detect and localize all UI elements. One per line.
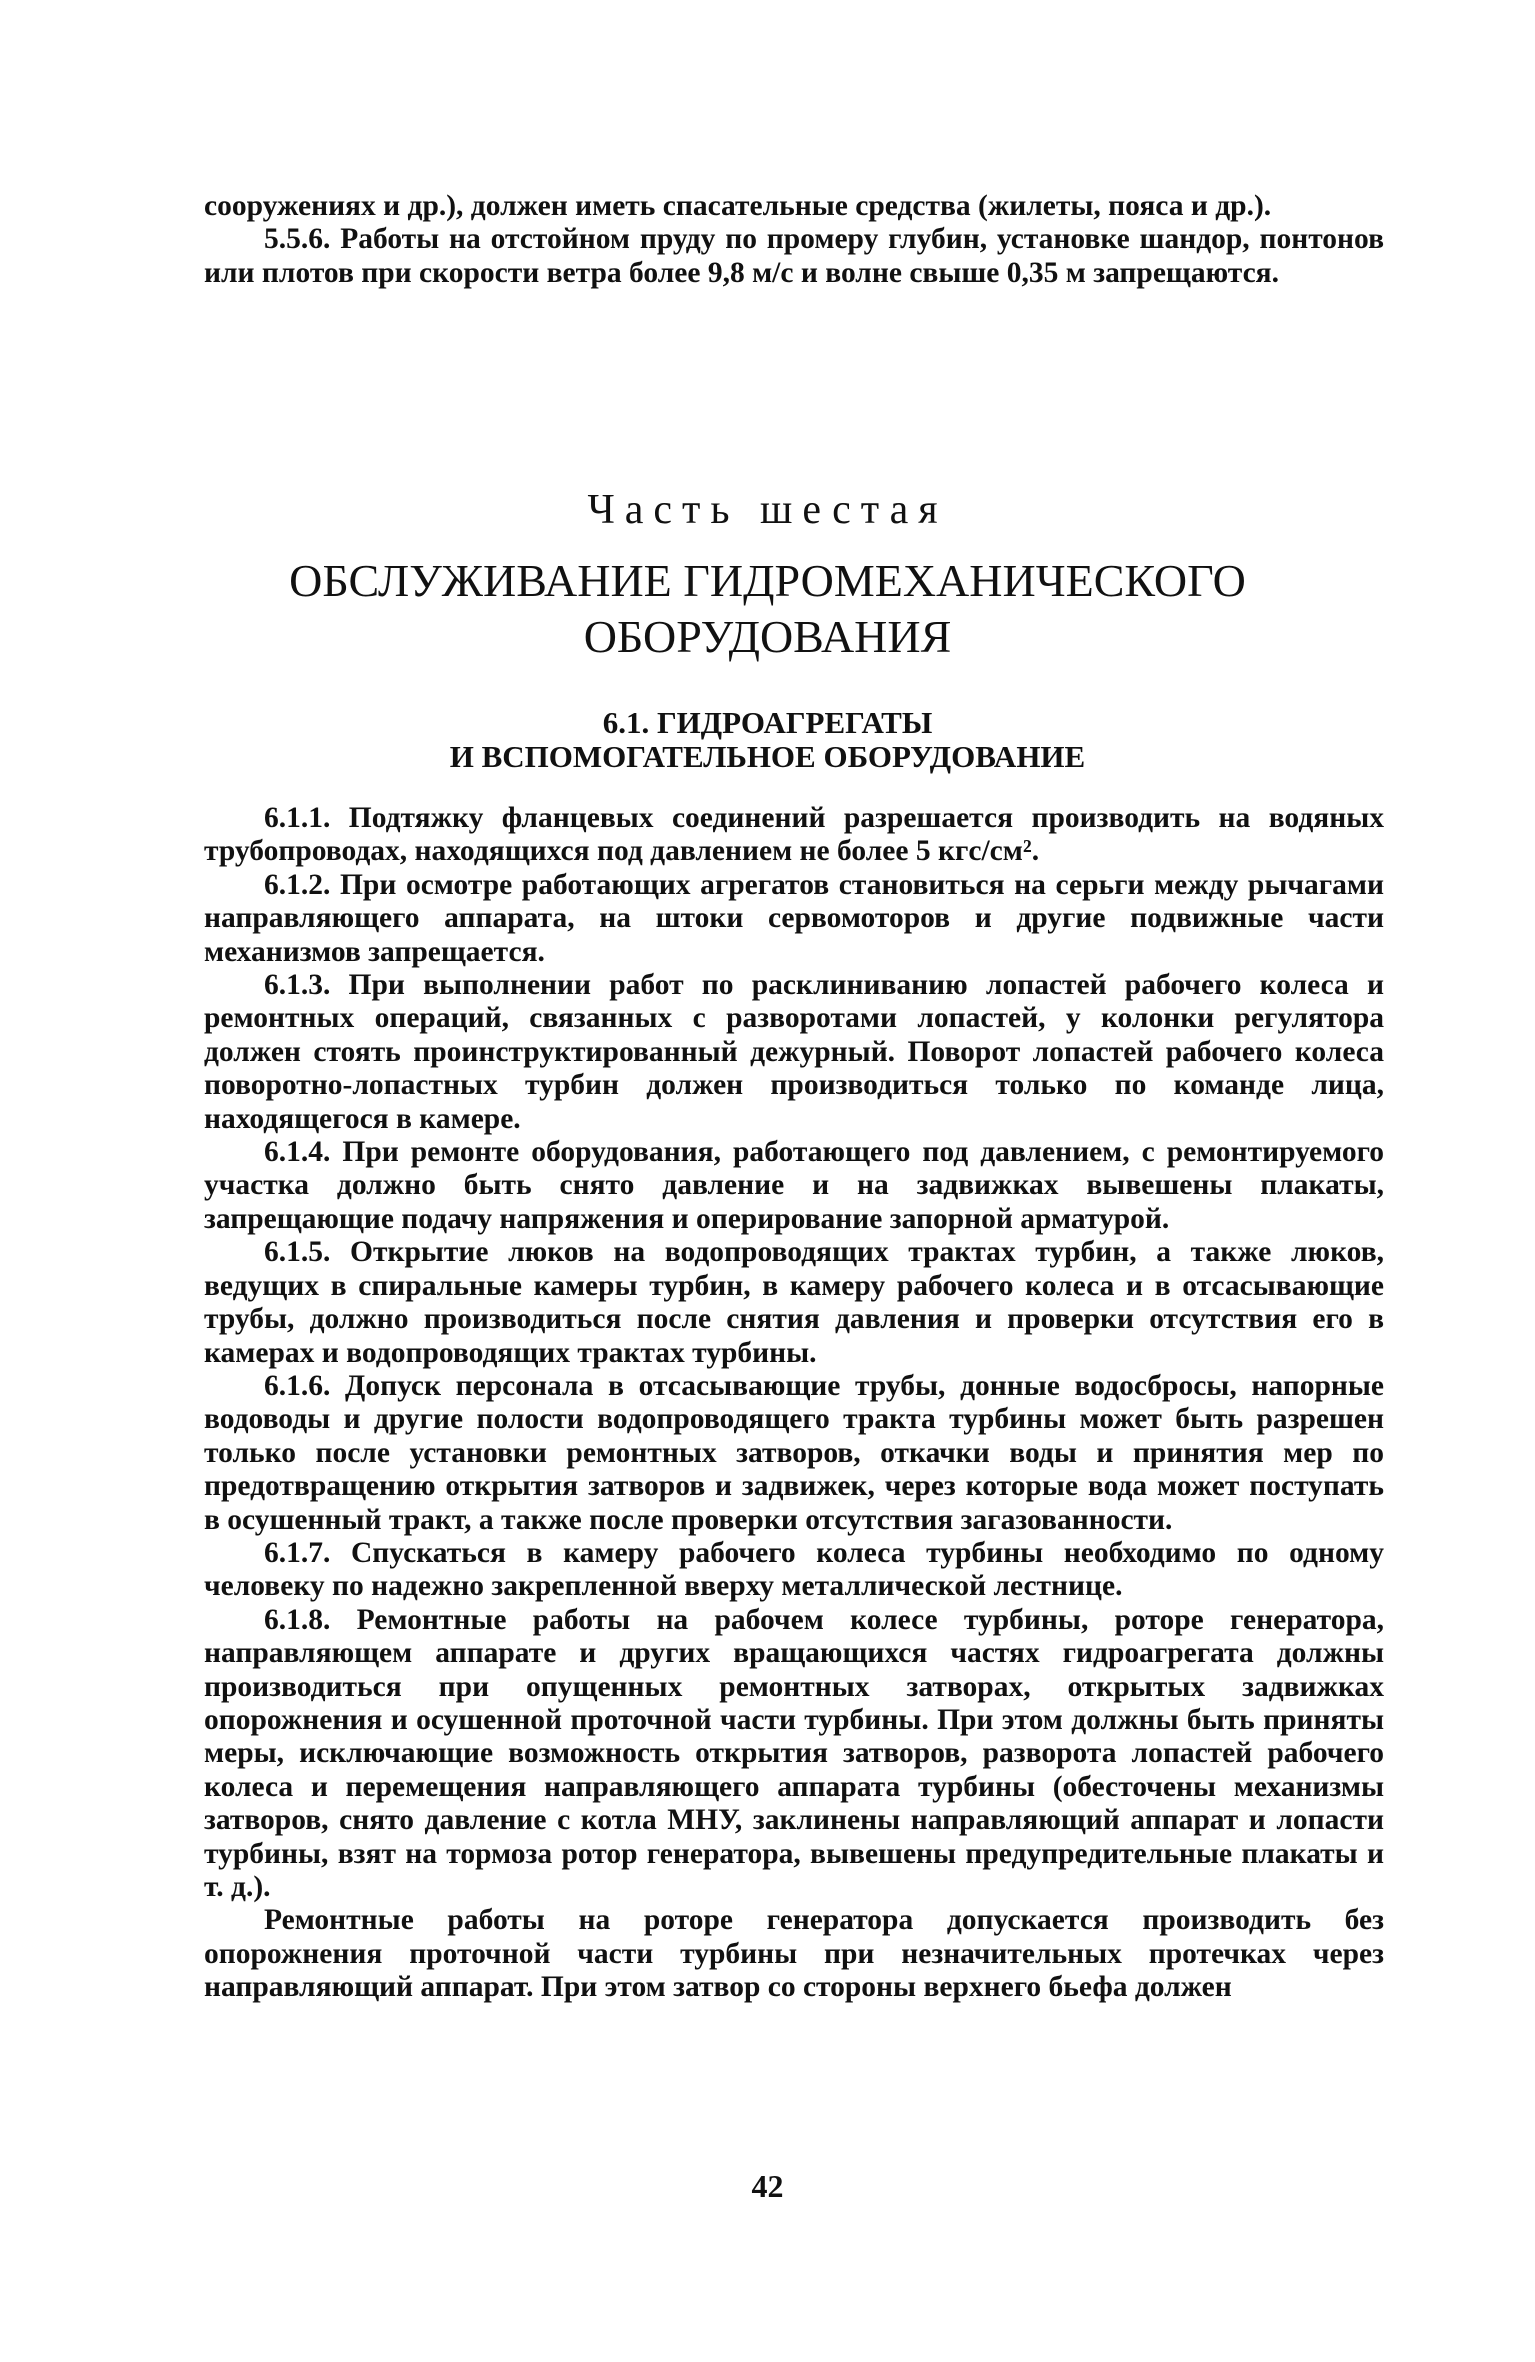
- paragraph-6-1-4: 6.1.4. При ремонте оборудования, работающего под давлением, с ремонтируемого участка должно быть снято давление и на задвижках вывешены плакаты, запрещающие подачу напряжения и оперирование запорной арматурой.: [204, 1136, 1384, 1235]
- page-number: 42: [751, 2168, 784, 2204]
- main-heading-line-2: ОБОРУДОВАНИЯ: [583, 611, 952, 662]
- section-heading-line-1: 6.1. ГИДРОАГРЕГАТЫ: [602, 705, 933, 740]
- paragraph-6-1-8: 6.1.8. Ремонтные работы на рабочем колесе турбины, роторе генератора, направляющем аппарате и других вращающихся частях гидроагрегата должны производиться при опущенных ремонтных затворах, открытых задвижках опорожнения и осушенной проточной части турбины. При этом должны быть приняты меры, исключающие возможность открытия затворов, разворота лопастей рабочего колеса и перемещения направляющего аппарата турбины (обесточены механизмы затворов, снято давление с котла МНУ, заклинены направляющий аппарат и лопасти турбины, взят на тормоза ротор генератора, вывешены предупредительные плакаты и т. д.).: [204, 1603, 1384, 1903]
- paragraph-6-1-1: 6.1.1. Подтяжку фланцевых соединений разрешается производить на водяных трубопроводах, находящихся под давлением не более 5 кгс/см².: [204, 802, 1384, 868]
- paragraph-6-1-7: 6.1.7. Спускаться в камеру рабочего колеса турбины необходимо по одному человеку по надежно закрепленной вверху металлической лестнице.: [204, 1536, 1384, 1603]
- paragraph-6-1-2: 6.1.2. При осмотре работающих агрегатов становиться на серьги между рычагами направляющего аппарата, на штоки сервомоторов и другие подвижные части механизмов запрещается.: [204, 868, 1384, 968]
- body-text: [204, 802, 1384, 2005]
- section-heading: [0, 706, 1535, 774]
- section-heading-line-2: И ВСПОМОГАТЕЛЬНОЕ ОБОРУДОВАНИЕ: [449, 739, 1086, 774]
- paragraph-6-1-6: 6.1.6. Допуск персонала в отсасывающие трубы, донные водосбросы, напорные водоводы и другие полости водопроводящего тракта турбины может быть разрешен только после установки ремонтных затворов, откачки воды и принятия мер по предотвращению открытия затворов и задвижек, через которые вода может поступать в осушенный тракт, а также после проверки отсутствия загазованности.: [204, 1369, 1384, 1536]
- paragraph-5-5-6: 5.5.6. Работы на отстойном пруду по промеру глубин, установке шандор, понтонов или плотов при скорости ветра более 9,8 м/с и волне свыше 0,35 м запрещаются.: [204, 223, 1384, 289]
- intro-continuation: сооружениях и др.), должен иметь спасательные средства (жилеты, пояса и др.).: [204, 190, 1272, 222]
- paragraph-rotor-repair: Ремонтные работы на роторе генератора допускается производить без опорожнения проточной части турбины при незначительных протечках через направляющий аппарат. При этом затвор со стороны верхнего бьефа должен: [204, 1904, 1384, 2004]
- paragraph-6-1-3: 6.1.3. При выполнении работ по расклиниванию лопастей рабочего колеса и ремонтных операций, связанных с разворотами лопастей, у колонки регулятора должен стоять проинструктированный дежурный. Поворот лопастей рабочего колеса поворотно-лопастных турбин должен производиться только по команде лица, находящегося в камере.: [204, 969, 1384, 1135]
- main-heading: [0, 553, 1535, 665]
- paragraph-6-1-5: 6.1.5. Открытие люков на водопроводящих трактах турбин, а также люков, ведущих в спиральные камеры турбин, в камеру рабочего колеса и в отсасывающие трубы, должно производиться после снятия давления и проверки отсутствия его в камерах и водопроводящих трактах турбины.: [204, 1236, 1384, 1369]
- part-title: Часть шестая: [587, 487, 948, 533]
- main-heading-line-1: ОБСЛУЖИВАНИЕ ГИДРОМЕХАНИЧЕСКОГО: [289, 555, 1246, 606]
- intro-text: [204, 190, 1384, 290]
